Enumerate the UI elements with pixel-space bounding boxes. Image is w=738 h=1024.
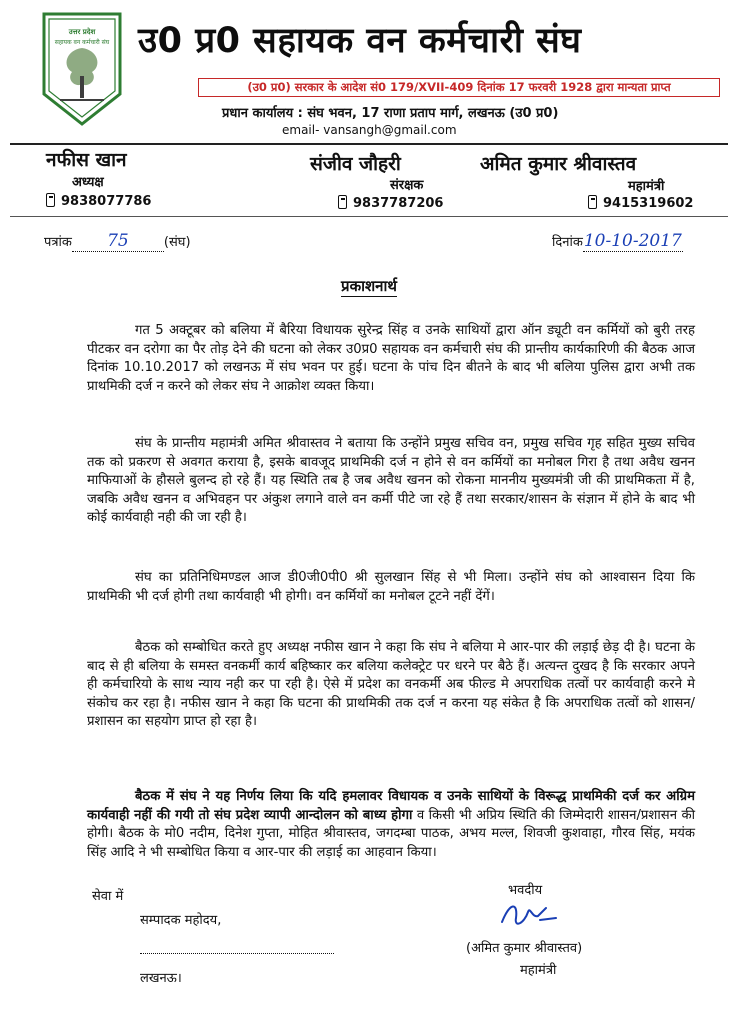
org-logo [36, 10, 128, 128]
body-paragraph-decision [87, 788, 695, 862]
body-paragraph: गत 5 अक्टूबर को बलिया में बैरिया विधायक सुरेन्द्र सिंह व उनके साथियों द्वारा ऑन ड्यूटी वन कर्मियों को बुरी तरह पीटकर वन दरोगा का पैर तोड़ देने की घटना को लेकर उ0प्र0 सहायक वन कर्मचारी संघ की प्रान्तीय कार्यकारिणी की बैठक आज दिनांक 10.10.2017 को लखनऊ में संघ भवन पर हुई। घटना के पांच दिन बीतने के बाद भी बलिया पुलिस द्वारा अभी तक प्राथमिकी दर्ज न करने को लेकर संघ ने आक्रोश व्यक्त किया। [87, 323, 695, 394]
logo-text-mid: सहायक वन कर्मचारी संघ [54, 39, 110, 46]
address-blank-line [140, 953, 334, 954]
body-paragraph: संघ के प्रान्तीय महामंत्री अमित श्रीवास्तव ने बताया कि उन्होंने प्रमुख सचिव वन, प्रमुख सचिव गृह सहित मुख्य सचिव तक को प्रकरण से अवगत कराया है, इसके बावजूद प्राथमिकी दर्ज न होने से वन कर्मियों का मनोबल गिरा है तथा अवैध खनन माफियाओं के हौसले बुलन्द हो रहे हैं। यह स्थिति तब है जब अवैध खनन को रोकना माननीय मुख्यमंत्री जी की प्राथमिकता में है, जबकि अवैध खनन व अभिवहन पर अंकुश लगाने वाले वन कर्मी पीटे जा रहे हैं तथा सरकार/शासन के संज्ञान में होने के बाद भी कोई कार्यवाही नही की जा रही है। [87, 436, 695, 526]
org-name: उ0 प्र0 सहायक वन कर्मचारी संघ [138, 21, 582, 61]
body-paragraph: संघ का प्रतिनिधिमण्डल आज डी0जी0पी0 श्री सुलखान सिंह से भी मिला। उन्होंने संघ को आश्वासन दिया कि प्राथमिकी भी दर्ज होगी तथा कार्यवाही भी होगी। वन कर्मियों का मनोबल टूटने नहीं देंगें। [87, 570, 695, 604]
reference-number: पत्रांक 75 (संघ) [44, 231, 191, 251]
mobile-phone-icon [588, 195, 597, 209]
reference-date: दिनांक10-10-2017 [552, 231, 682, 251]
addressee-city: लखनऊ। [140, 971, 182, 986]
addressee-label: सेवा में [92, 889, 124, 904]
signatory-name: (अमित कुमार श्रीवास्तव) [466, 941, 583, 956]
officials-divider [10, 216, 728, 217]
logo-text-top: उत्तर प्रदेश [68, 28, 96, 36]
body-paragraph: बैठक को सम्बोधित करते हुए अध्यक्ष नफीस खान ने कहा कि संघ ने बलिया मे आर-पार की लड़ाई छेड़ दी है। घटना के बाद से ही बलिया के समस्त वनकर्मी कार्य बहिष्कार कर बलिया कलेक्ट्रेट पर धरने पर बैठे हैं। अत्यन्त दुखद है कि सरकार अपने ही कर्मचारियो के साथ न्याय नही कर पा रही है। ऐसे में प्रदेश का वनकर्मी अब फील्ड मे अपराधिक तत्वों पर कार्यवाही करने मे संकोच कर रहा है। नफीस खान ने कहा कि घटना की प्राथमिकी तक दर्ज न करना यह संकेत है कि अपराधिक तत्वों को शासन/प्रशासन का सहयोग प्राप्त हो रहा है। [87, 640, 696, 730]
addressee-editor: सम्पादक महोदय, [140, 913, 222, 928]
mobile-phone-icon [46, 193, 55, 207]
handwritten-date: 10-10-2017 [583, 231, 682, 251]
official-president-phone: 9838077786 [46, 193, 151, 209]
email-address: email- vansangh@gmail.com [282, 123, 457, 137]
official-patron-phone: 9837787206 [338, 195, 443, 211]
signature [496, 896, 566, 938]
decision-normal-text: व किसी भी अप्रिय स्थिति की जिम्मेदारी शासन/प्रशासन की होगी। बैठक के मो0 नदीम, दिनेश गुप्ता, मोहित श्रीवास्तव, जगदम्बा पाठक, अभय मल्ल, शिवजी कुशवाहा, गौरव सिंह, मयंक सिंह आदि ने भी सम्बोधित किया व आर-पार की लड़ाई का आहवान किया। [87, 807, 695, 860]
signatory-designation: महामंत्री [520, 963, 557, 978]
office-address: प्रधान कार्यालय : संघ भवन, 17 राणा प्रताप मार्ग, लखनऊ (उ0 प्र0) [222, 106, 559, 121]
official-president-name: नफीस खान [46, 149, 127, 171]
recognition-banner: (उ0 प्र0) सरकार के आदेश सं0 179/XVII-409 दिनांक 17 फरवरी 1928 द्वारा मान्यता प्राप्त [198, 78, 720, 97]
official-patron-name: संजीव जौहरी [310, 153, 401, 175]
decision-bold-text: बैठक में संघ ने यह निर्णय लिया कि यदि हमलावर विधायक व उनके साथियों के विरूद्ध प्राथमिकी दर्ज कर अग्रिम कार्यवाही नहीं की गयी तो संघ प्रदेश व्यापी आन्दोलन को बाध्य होगा [87, 789, 695, 823]
official-president-role: अध्यक्ष [72, 175, 104, 190]
official-patron-role: संरक्षक [390, 178, 424, 193]
official-secretary-role: महामंत्री [628, 179, 665, 194]
header-divider [10, 143, 728, 145]
closing-salutation: भवदीय [508, 883, 543, 898]
official-secretary-name: अमित कुमार श्रीवास्तव [480, 153, 637, 175]
handwritten-reference-number: 75 [107, 231, 129, 251]
mobile-phone-icon [338, 195, 347, 209]
official-secretary-phone: 9415319602 [588, 195, 693, 211]
document-heading: प्रकाशनार्थ [341, 277, 397, 295]
